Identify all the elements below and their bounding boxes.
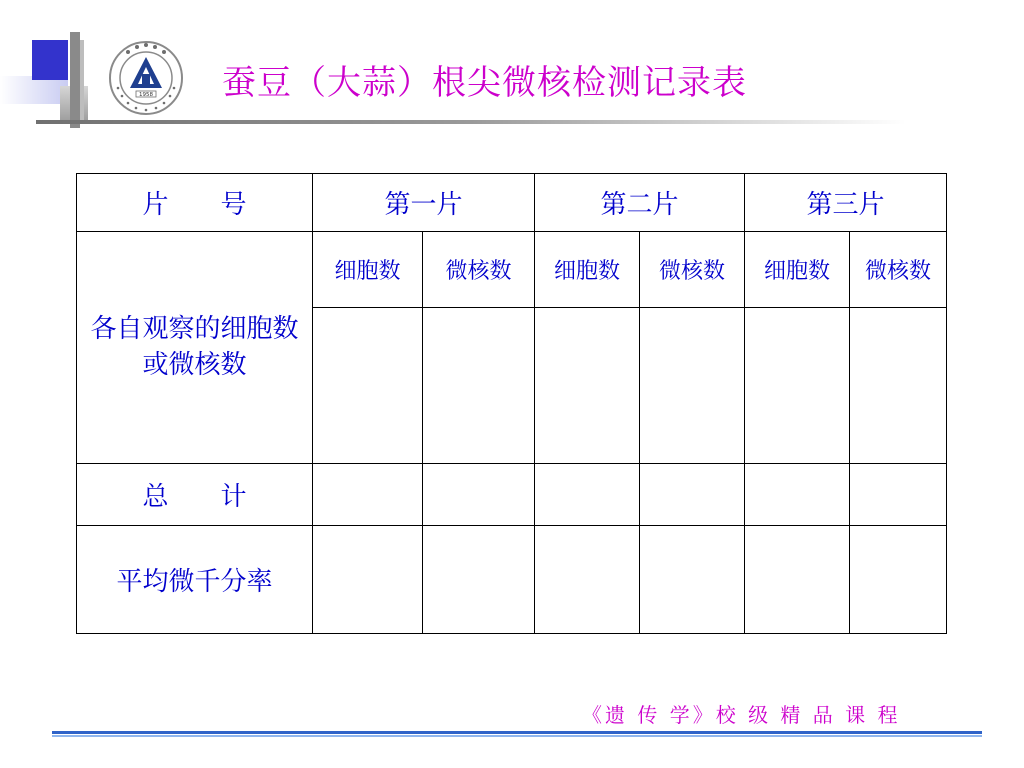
footer-rule-light — [52, 735, 982, 737]
total-cell[interactable] — [850, 464, 947, 526]
observation-cell[interactable] — [850, 308, 947, 464]
observation-cell[interactable] — [745, 308, 850, 464]
subheader-micronucleus-count-2: 微核数 — [640, 232, 745, 308]
header-decoration-vertical-bar — [70, 32, 80, 128]
average-cell[interactable] — [640, 526, 745, 634]
micronucleus-record-table — [76, 173, 947, 634]
header-decoration-vertical-bar-light — [80, 40, 84, 122]
total-cell[interactable] — [313, 464, 423, 526]
average-cell[interactable] — [313, 526, 423, 634]
observation-cell[interactable] — [535, 308, 640, 464]
header-decoration-blue-square — [32, 40, 68, 80]
subheader-micronucleus-count-3: 微核数 — [850, 232, 947, 308]
header-slice-1: 第一片 — [313, 174, 535, 232]
total-cell[interactable] — [535, 464, 640, 526]
average-cell[interactable] — [850, 526, 947, 634]
subheader-cell-count-2: 细胞数 — [535, 232, 640, 308]
footer-rule — [52, 731, 982, 734]
average-cell[interactable] — [535, 526, 640, 634]
college-seal-logo — [108, 40, 184, 116]
observation-cell[interactable] — [313, 308, 423, 464]
average-cell[interactable] — [745, 526, 850, 634]
header-slice-2: 第二片 — [535, 174, 745, 232]
header-decoration-gradient — [0, 76, 68, 104]
average-cell[interactable] — [423, 526, 535, 634]
total-cell[interactable] — [423, 464, 535, 526]
header-rule — [36, 120, 906, 124]
row-label-total: 总 计 — [77, 464, 313, 526]
total-cell[interactable] — [640, 464, 745, 526]
logo-year: 1958 — [139, 92, 153, 98]
observation-cell[interactable] — [423, 308, 535, 464]
header-slice-3: 第三片 — [745, 174, 947, 232]
header-slice-number: 片 号 — [77, 174, 313, 232]
row-label-observation-text: 各自观察的细胞数或微核数 — [90, 314, 299, 380]
page-title: 蚕豆（大蒜）根尖微核检测记录表 — [222, 63, 747, 103]
row-label-observation — [77, 232, 313, 464]
observation-cell[interactable] — [640, 308, 745, 464]
subheader-cell-count-3: 细胞数 — [745, 232, 850, 308]
course-footer: 《遗 传 学》校 级 精 品 课 程 — [582, 703, 901, 727]
total-cell[interactable] — [745, 464, 850, 526]
row-label-average-rate: 平均微千分率 — [77, 526, 313, 634]
subheader-micronucleus-count-1: 微核数 — [423, 232, 535, 308]
subheader-cell-count-1: 细胞数 — [313, 232, 423, 308]
